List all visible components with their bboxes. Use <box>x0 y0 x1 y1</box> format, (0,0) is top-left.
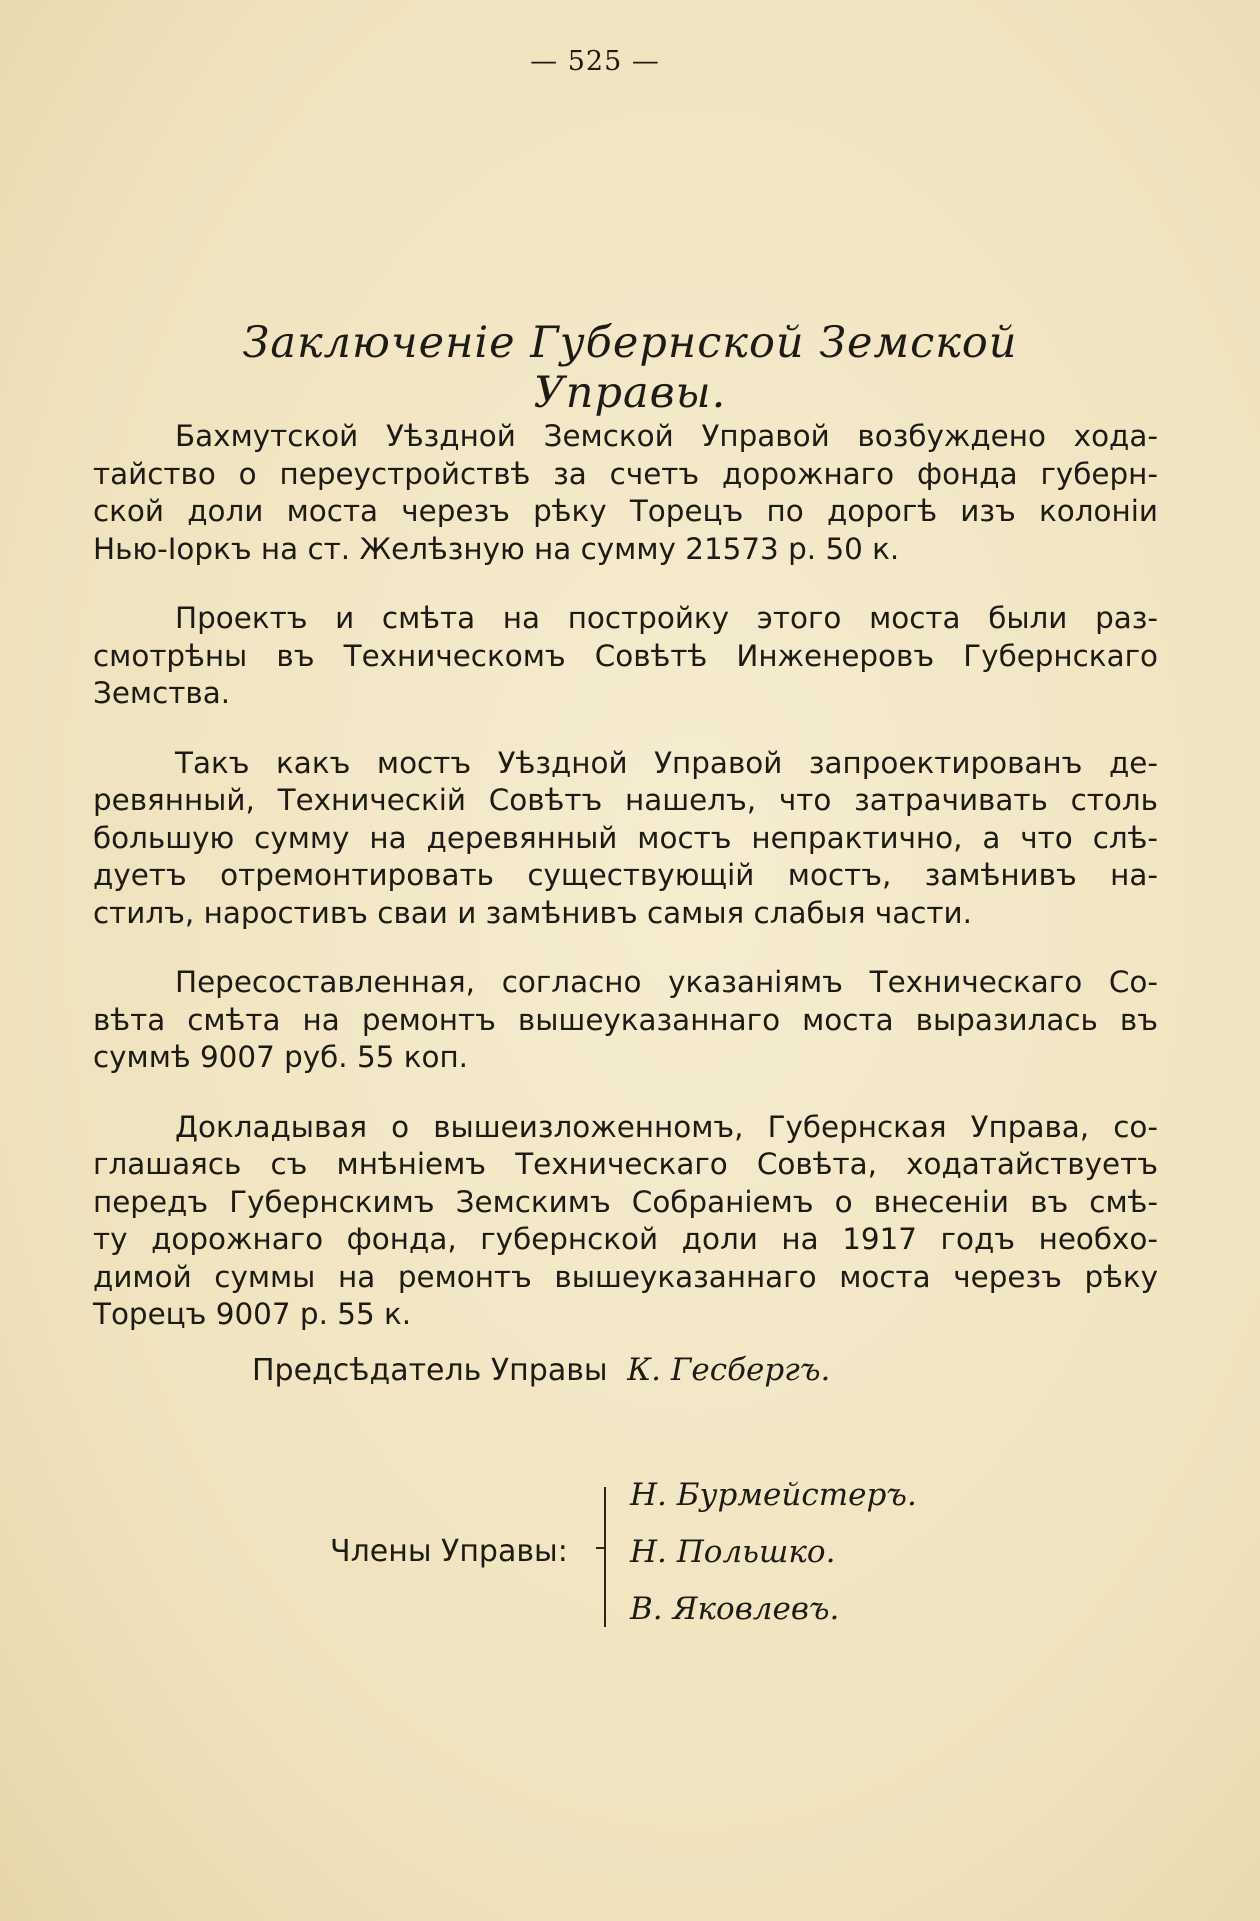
text-line: Докладывая о вышеизложенномъ, Губернская Управа, со- <box>175 1109 1158 1144</box>
members-label: Члены Управы: <box>330 1534 568 1569</box>
text-line: большую сумму на деревянный мостъ непрактично, а что слѣ- <box>93 820 1158 855</box>
text-line: глашаясь съ мнѣніемъ Техническаго Совѣта, ходатайствуетъ <box>93 1147 1158 1181</box>
chairman-signature-line <box>252 1352 830 1388</box>
page-number: — 525 — <box>530 46 660 77</box>
paragraph-3 <box>93 745 1158 933</box>
chairman-label: Предсѣдатель Управы <box>252 1353 608 1388</box>
paragraph-5 <box>93 1109 1158 1334</box>
text-line: Бахмутской Уѣздной Земской Управой возбуждено хода- <box>175 419 1158 453</box>
text-line: Земства. <box>93 676 231 710</box>
member-name: Н. Бурмейстеръ. <box>630 1477 917 1513</box>
text-line: стилъ, наростивъ сваи и замѣнивъ самыя слабыя части. <box>93 895 972 930</box>
text-line: вѣта смѣта на ремонтъ вышеуказаннаго моста выразилась въ <box>93 1002 1158 1037</box>
paragraph-1 <box>93 418 1158 568</box>
member-name: Н. Польшко. <box>630 1534 836 1570</box>
brace-divider <box>604 1487 606 1627</box>
paragraph-4 <box>93 964 1158 1077</box>
text-line: ту дорожнаго фонда, губернской доли на 1917 годъ необхо- <box>93 1222 1158 1256</box>
paragraph-2 <box>93 600 1158 713</box>
text-line: Такъ какъ мостъ Уѣздной Управой запроектированъ де- <box>175 745 1158 780</box>
text-line: Проектъ и смѣта на постройку этого моста были раз- <box>175 601 1158 635</box>
member-name: В. Яковлевъ. <box>630 1591 840 1627</box>
text-line: ревянный, Техническій Совѣтъ нашелъ, что затрачивать столь <box>93 783 1158 817</box>
text-line: димой суммы на ремонтъ вышеуказаннаго моста черезъ рѣку <box>93 1259 1158 1294</box>
body-text <box>93 418 1158 1366</box>
text-line: Пересоставленная, согласно указаніямъ Техническаго Со- <box>175 965 1158 999</box>
document-title: Заключеніе Губернской Земской Управы. <box>242 318 1018 418</box>
brace-tip <box>596 1547 606 1549</box>
text-line: передъ Губернскимъ Земскимъ Собраніемъ о внесеніи въ смѣ- <box>93 1184 1158 1219</box>
text-line: ской доли моста черезъ рѣку Торецъ по дорогѣ изъ колоніи <box>93 494 1158 528</box>
text-line: смотрѣны въ Техническомъ Совѣтѣ Инженеровъ Губернскаго <box>93 638 1158 673</box>
text-line: Торецъ 9007 р. 55 к. <box>93 1297 412 1331</box>
text-line: Нью-Іоркъ на ст. Желѣзную на сумму 21573 р. 50 к. <box>93 531 900 566</box>
text-line: тайство о переустройствѣ за счетъ дорожнаго фонда губерн- <box>93 456 1158 491</box>
text-line: дуетъ отремонтировать существующій мостъ, замѣнивъ на- <box>93 858 1158 892</box>
chairman-name: К. Гесбергъ. <box>627 1352 831 1388</box>
text-line: суммѣ 9007 руб. 55 коп. <box>93 1040 469 1074</box>
